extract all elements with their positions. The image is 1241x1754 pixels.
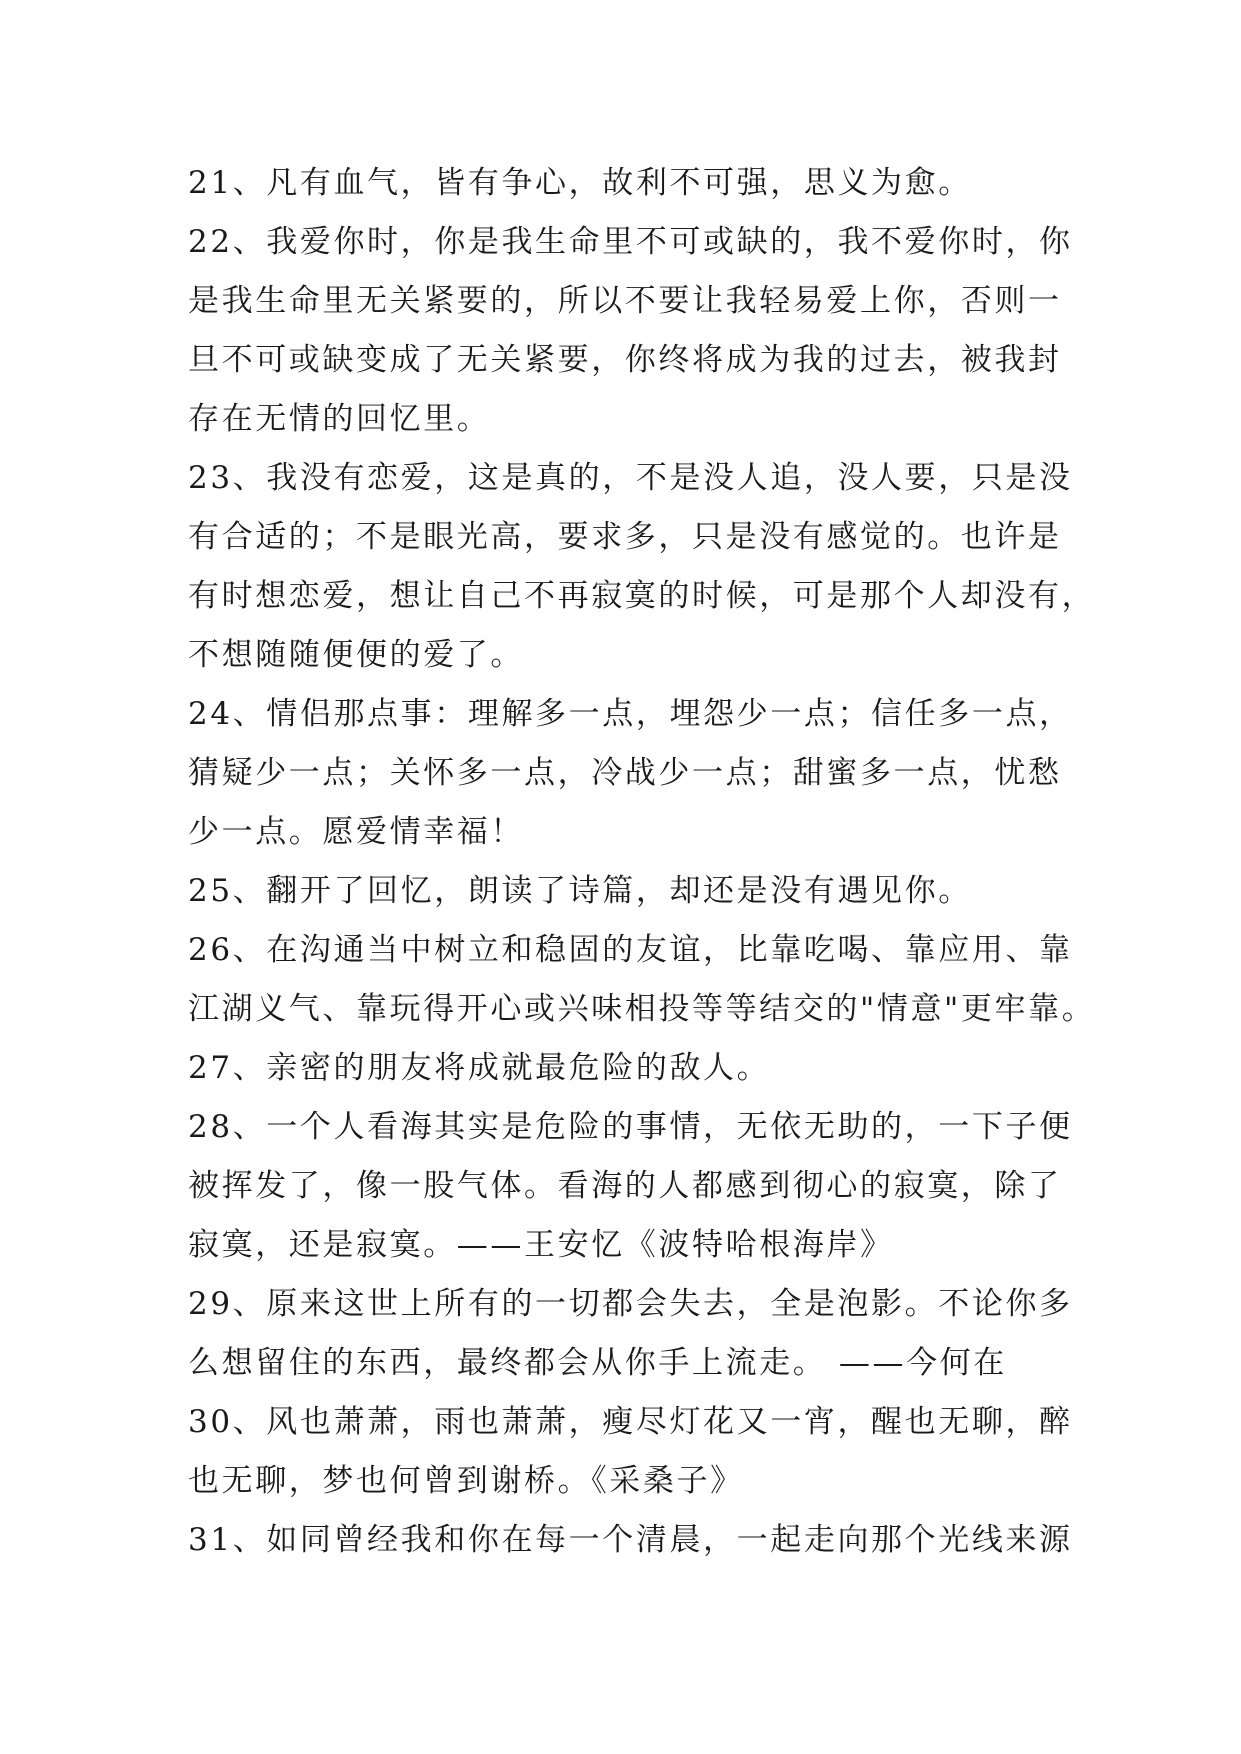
text-line: 旦不可或缺变成了无关紧要，你终将成为我的过去，被我封 (188, 342, 1062, 378)
text-line: 少一点。愿爱情幸福！ (188, 814, 524, 850)
text-line: 23、我没有恋爱，这是真的，不是没人追，没人要，只是没 (188, 460, 1073, 496)
text-line: 27、亲密的朋友将成就最危险的敌人。 (188, 1050, 771, 1086)
text-line: 30、风也萧萧，雨也萧萧，瘦尽灯花又一宵，醒也无聊，醉 (188, 1404, 1073, 1440)
text-line: 不想随随便便的爱了。 (188, 637, 524, 673)
text-line: 寂寞，还是寂寞。——王安忆《波特哈根海岸》 (188, 1227, 894, 1263)
text-line: 31、如同曾经我和你在每一个清晨，一起走向那个光线来源 (188, 1522, 1073, 1558)
text-line: 也无聊，梦也何曾到谢桥。《采桑子》 (188, 1463, 744, 1499)
text-line: 28、一个人看海其实是危险的事情，无依无助的，一下子便 (188, 1109, 1073, 1145)
text-line: 26、在沟通当中树立和稳固的友谊，比靠吃喝、靠应用、靠 (188, 932, 1073, 968)
text-line: 29、原来这世上所有的一切都会失去，全是泡影。不论你多 (188, 1286, 1073, 1322)
text-line: 22、我爱你时，你是我生命里不可或缺的，我不爱你时，你 (188, 224, 1073, 260)
text-line: 有合适的；不是眼光高，要求多，只是没有感觉的。也许是 (188, 519, 1062, 555)
text-line: 么想留住的东西，最终都会从你手上流走。 ——今何在 (188, 1345, 1007, 1381)
text-line: 21、凡有血气，皆有争心，故利不可强，思义为愈。 (188, 165, 972, 201)
text-line: 被挥发了，像一股气体。看海的人都感到彻心的寂寞，除了 (188, 1168, 1062, 1204)
text-line: 是我生命里无关紧要的，所以不要让我轻易爱上你，否则一 (188, 283, 1062, 319)
text-line: 24、情侣那点事：理解多一点，埋怨少一点；信任多一点， (188, 696, 1073, 732)
text-line: 25、翻开了回忆，朗读了诗篇，却还是没有遇见你。 (188, 873, 972, 909)
text-line: 江湖义气、靠玩得开心或兴味相投等等结交的"情意"更牢靠。 (188, 991, 1096, 1027)
text-line: 存在无情的回忆里。 (188, 401, 491, 437)
text-line: 猜疑少一点；关怀多一点，冷战少一点；甜蜜多一点，忧愁 (188, 755, 1062, 791)
text-line: 有时想恋爱，想让自己不再寂寞的时候，可是那个人却没有， (188, 578, 1096, 614)
